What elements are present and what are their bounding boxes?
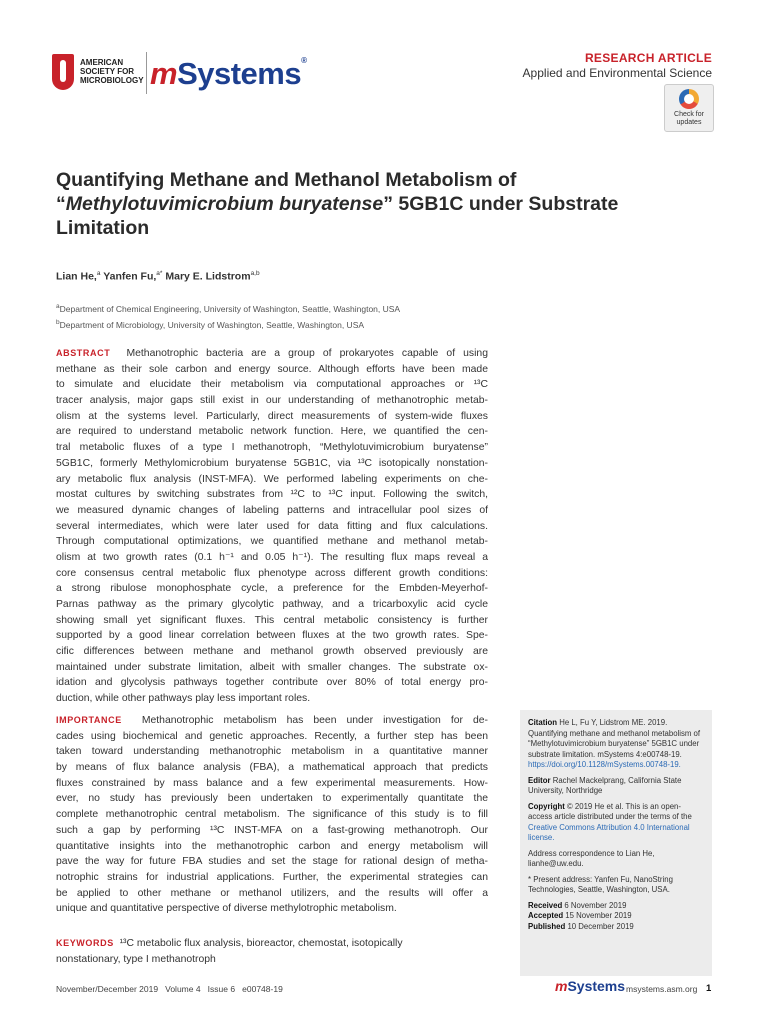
text-line: ever, no study has previously been undertaken to experimentally quantitate the	[56, 793, 488, 805]
article-title: Quantifying Methane and Methanol Metabolism of “Methylotuvimicrobium buryatense” 5GB1C under Substrate Limitation	[56, 169, 619, 239]
text-line: IMPORTANCE Methanotrophic metabolism has been under investigation for de-	[56, 715, 488, 726]
received-date: Received 6 November 2019	[528, 900, 627, 910]
text-line: we measured dynamic changes of labeling patterns and intracellular pool sizes of	[56, 504, 488, 516]
asm-shield-icon	[52, 54, 74, 90]
text-line: to simulate and elucidate their metabolism via computational approaches or ¹³C	[56, 379, 488, 391]
text-line: unique and quantitative perspective of diverse methylotrophic metabolism.	[56, 903, 397, 915]
author-list: Lian He,$^a$ Yanfen Fu,$^{a*}$ Mary E. Lidstrom$^{a,b}$	[56, 270, 260, 283]
article-type: RESEARCH ARTICLE	[584, 51, 712, 65]
correspondence: Address correspondence to Lian He, lianhe@uw.edu.	[528, 848, 655, 868]
text-line: be applied to other methane or methanol utilizers, and the results will offer a	[56, 887, 488, 899]
text-line: Parnas pathway as the primary glycolytic pathway, and a tricarboxylic acid cycle	[56, 599, 488, 610]
editor: Editor Rachel Mackelprang, California State University, Northridge	[528, 775, 682, 795]
published-date: Published 10 December 2019	[528, 921, 634, 931]
text-line: Through computational optimizations, we quantified methane and methanol metab-	[56, 536, 488, 548]
text-line: cific differences between methane and methanol growth observed previously are	[56, 646, 488, 658]
text-line: olism at the systems level. Particularly, direct measurements of system-wide fluxes	[56, 410, 488, 422]
text-line: ABSTRACT Methanotrophic bacteria are a group of prokaryotes capable of using	[56, 348, 488, 359]
author-name[interactable]: Yanfen Fu,	[103, 270, 157, 283]
abstract	[56, 346, 488, 707]
article-info-sidebar	[520, 710, 712, 976]
text-line: such a gap by performing ¹³C INST-MFA on a fast-growing methanotroph. Our	[56, 824, 488, 836]
footer-msystems-logo[interactable]: mSystems	[555, 978, 626, 994]
text-line: tracer analysis, major gaps still exist in our understanding of methanotrophic metab-	[56, 395, 488, 407]
text-line: olism at two growth rates (0.1 h⁻¹ and 0.05 h⁻¹). The resulting flux maps reveal a	[56, 551, 488, 563]
issue-info: November/December 2019 Volume 4 Issue 6 e00748-19	[56, 984, 283, 994]
keywords-label: KEYWORDS	[56, 938, 114, 948]
check-for-updates-label: Check for updates	[674, 111, 704, 126]
asm-logo-text: AMERICAN SOCIETY FOR MICROBIOLOGY	[80, 58, 144, 85]
text-line: cades using biochemical and genetic approaches. Recently, a further step has been	[56, 730, 488, 742]
journal-url-link[interactable]: msystems.asm.org	[626, 984, 698, 994]
text-line: core consensus central metabolic flux phenotype across different growth conditions:	[56, 567, 488, 579]
msystems-logo[interactable]: mSystems®	[150, 56, 307, 91]
text-line: quantitative insights into the methanotrophic carbon and energy metabolism will	[56, 840, 488, 852]
text-line: tral metabolic fluxes of a type I methanotroph, “Methylotuvimicrobium buryatense”	[56, 442, 488, 454]
text-line: showing small yet significant fluxes. This central metabolic consistency is further	[56, 614, 488, 626]
text-line: idation and glycolysis pathways together contribute over 80% of total energy pro-	[56, 677, 488, 689]
importance-label: IMPORTANCE	[56, 715, 122, 725]
text-line: supported by a good linear correlation between fluxes at the two growth rates. Spe-	[56, 630, 488, 642]
logo-divider	[146, 52, 147, 94]
copyright: Copyright © 2019 He et al. This is an open-access article distributed under the terms of the Creative Commons Attribution 4.0 International license.	[528, 801, 692, 842]
author-name[interactable]: Lian He,	[56, 270, 97, 283]
text-line: a strong ribulose monophosphate cycle, a preference for the Embden-Meyerhof-	[56, 583, 488, 595]
text-line: 5GB1C, formerly Methylomicrobium buryatense 5GB1C, via ¹³C isotopically nonstation-	[56, 457, 488, 469]
text-line: mostat cultures by switching substrates from ¹²C to ¹³C input. Following the switch,	[56, 489, 488, 501]
text-line: ary metabolic flux analysis (INST-MFA). We performed labeling experiments on che-	[56, 473, 488, 485]
text-line: pave the way for future FBA studies and set the stage for rational design of metha-	[56, 856, 488, 868]
affiliation: $^a$Department of Chemical Engineering, University of Washington, Seattle, Washington, USA	[56, 303, 401, 314]
license-link[interactable]: Creative Commons Attribution 4.0 International license.	[528, 822, 690, 842]
text-line: by means of flux balance analysis (FBA), a mathematical approach that predicts	[56, 762, 488, 774]
abstract-label: ABSTRACT	[56, 348, 111, 358]
text-line: maintained under substrate limitation, albeit with smaller changes. The substrate ox-	[56, 661, 488, 673]
citation: Citation He L, Fu Y, Lidstrom ME. 2019. Quantifying methane and methanol metabolism of “Methylotuvimicrobium buryatense” 5GB1C under substrate limitation. mSystems 4:e00748-19. https://doi.org/10.1128/mSystems.00748-19.	[528, 718, 701, 769]
check-for-updates-button[interactable]	[664, 84, 714, 132]
keywords: KEYWORDS ¹³C metabolic flux analysis, bioreactor, chemostat, isotopically nonstationary, type I methanotroph	[56, 938, 403, 965]
affiliation: $^b$Department of Microbiology, University of Washington, Seattle, Washington, USA	[56, 319, 365, 330]
text-line: are required to understand metabolic network function. Here, we quantified the cen-	[56, 426, 488, 438]
text-line: duction, while other pathways play less important roles.	[56, 693, 311, 705]
present-address: * Present address: Yanfen Fu, NanoString Technologies, Seattle, Washington, USA.	[528, 874, 673, 894]
crossmark-icon	[679, 89, 699, 109]
author-name[interactable]: Mary E. Lidstrom	[165, 270, 251, 283]
article-section: Applied and Environmental Science	[522, 66, 712, 80]
text-line: methane as their sole carbon and energy source. Although efforts have been made	[56, 363, 488, 375]
accepted-date: Accepted 15 November 2019	[528, 911, 632, 920]
text-line: fluxes constrained by mass balance and a few experimental measurements. How-	[56, 777, 488, 789]
importance-section	[56, 713, 488, 917]
doi-link[interactable]: https://doi.org/10.1128/mSystems.00748-19.	[528, 760, 681, 769]
text-line: complete methanotrophic central metabolism. The significance of this study is to fill	[56, 809, 488, 821]
asm-logo[interactable]	[52, 52, 142, 96]
text-line: notrophic strains for industrial applications. Further, the experimental strategies can	[56, 871, 488, 883]
text-line: several intermediates, which were later used for data fitting and flux calculations.	[56, 520, 488, 532]
page-number: 1	[706, 983, 712, 994]
text-line: taken toward understanding methanotrophic metabolism in a quantitative manner	[56, 746, 488, 758]
